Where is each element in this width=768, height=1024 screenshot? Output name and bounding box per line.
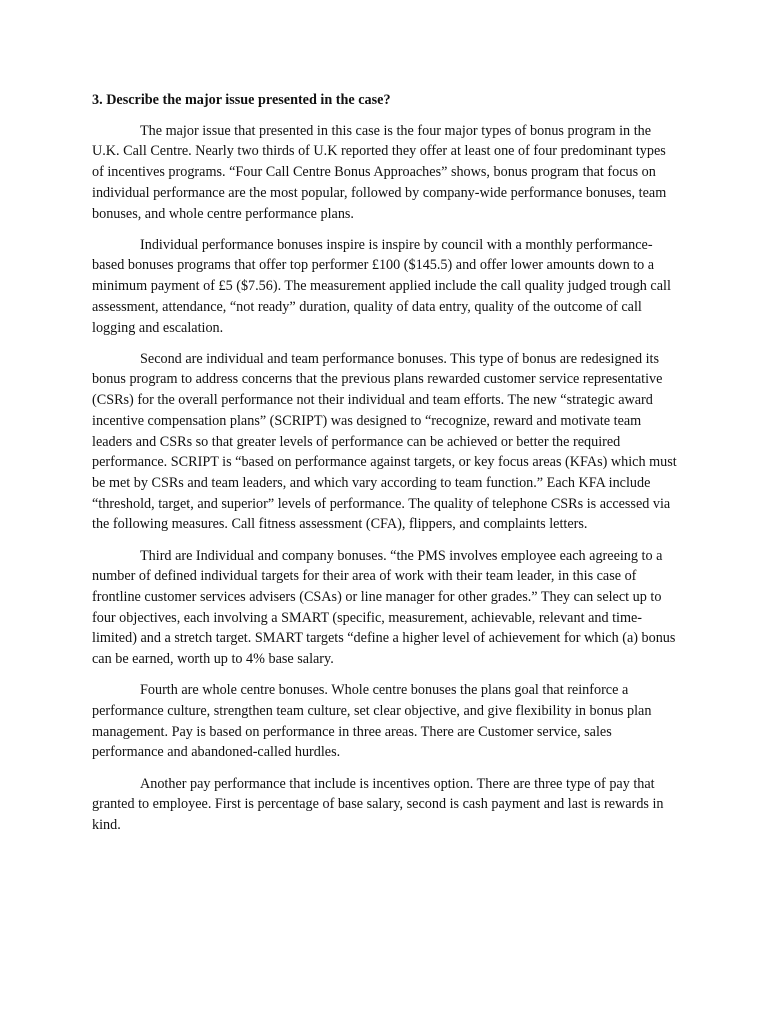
paragraph-individual-bonuses: Individual performance bonuses inspire is inspire by council with a monthly performance-based bonuses programs that offer top performer £100 ($145.5) and offer lower amounts down to a minimum payment of £5 ($7.56). The measurement applied include the call quality judged trough call assessment, attendance, “not ready” duration, quality of data entry, quality of the outcome of call logging and escalation. (92, 236, 671, 336)
section-heading: 3. Describe the major issue presented in the case? (92, 92, 391, 108)
paragraph-incentive-options: Another pay performance that include is incentives option. There are three type of pay that granted to employee. First is percentage of base salary, second is cash payment and last is rewards in kind. (92, 775, 664, 833)
paragraph-major-issue: The major issue that presented in this case is the four major types of bonus program in the U.K. Call Centre. Nearly two thirds of U.K reported they offer at least one of four predominant types of incentives programs. “Four Call Centre Bonus Approaches” shows, bonus program that focus on individual performance are the most popular, followed by company-wide performance bonuses, team bonuses, and whole centre performance plans. (92, 122, 667, 222)
document-body (92, 90, 680, 846)
paragraph-team-bonuses: Second are individual and team performance bonuses. This type of bonus are redesigned its bonus program to address concerns that the previous plans rewarded customer service representative (CSRs) for the overall performance not their individual and team efforts. The new “strategic award incentive compensation plans” (SCRIPT) was designed to “recognize, reward and motivate team leaders and CSRs so that greater levels of performance can be achieved or better the required performance. SCRIPT is “based on performance against targets, or key focus areas (KFAs) which must be met by CSRs and team leaders, and which vary according to team function.” Each KFA include “threshold, target, and superior” levels of performance. The quality of telephone CSRs is accessed via the following measures. Call fitness assessment (CFA), flippers, and complaints letters. (92, 350, 677, 533)
paragraph-company-bonuses: Third are Individual and company bonuses. “the PMS involves employee each agreeing to a number of defined individual targets for their area of work with their team leader, in this case of frontline customer services advisers (CSAs) or line manager for other grades.” They can select up to four objectives, each involving a SMART (specific, measurement, achievable, relevant and time-limited) and a stretch target. SMART targets “define a higher level of achievement for which (a) bonus can be earned, worth up to 4% base salary. (92, 547, 676, 668)
paragraph-whole-centre-bonuses: Fourth are whole centre bonuses. Whole centre bonuses the plans goal that reinforce a performance culture, strengthen team culture, set clear objective, and give flexibility in bonus plan management. Pay is based on performance in three areas. There are Customer service, sales performance and abandoned-called hurdles. (92, 682, 652, 761)
